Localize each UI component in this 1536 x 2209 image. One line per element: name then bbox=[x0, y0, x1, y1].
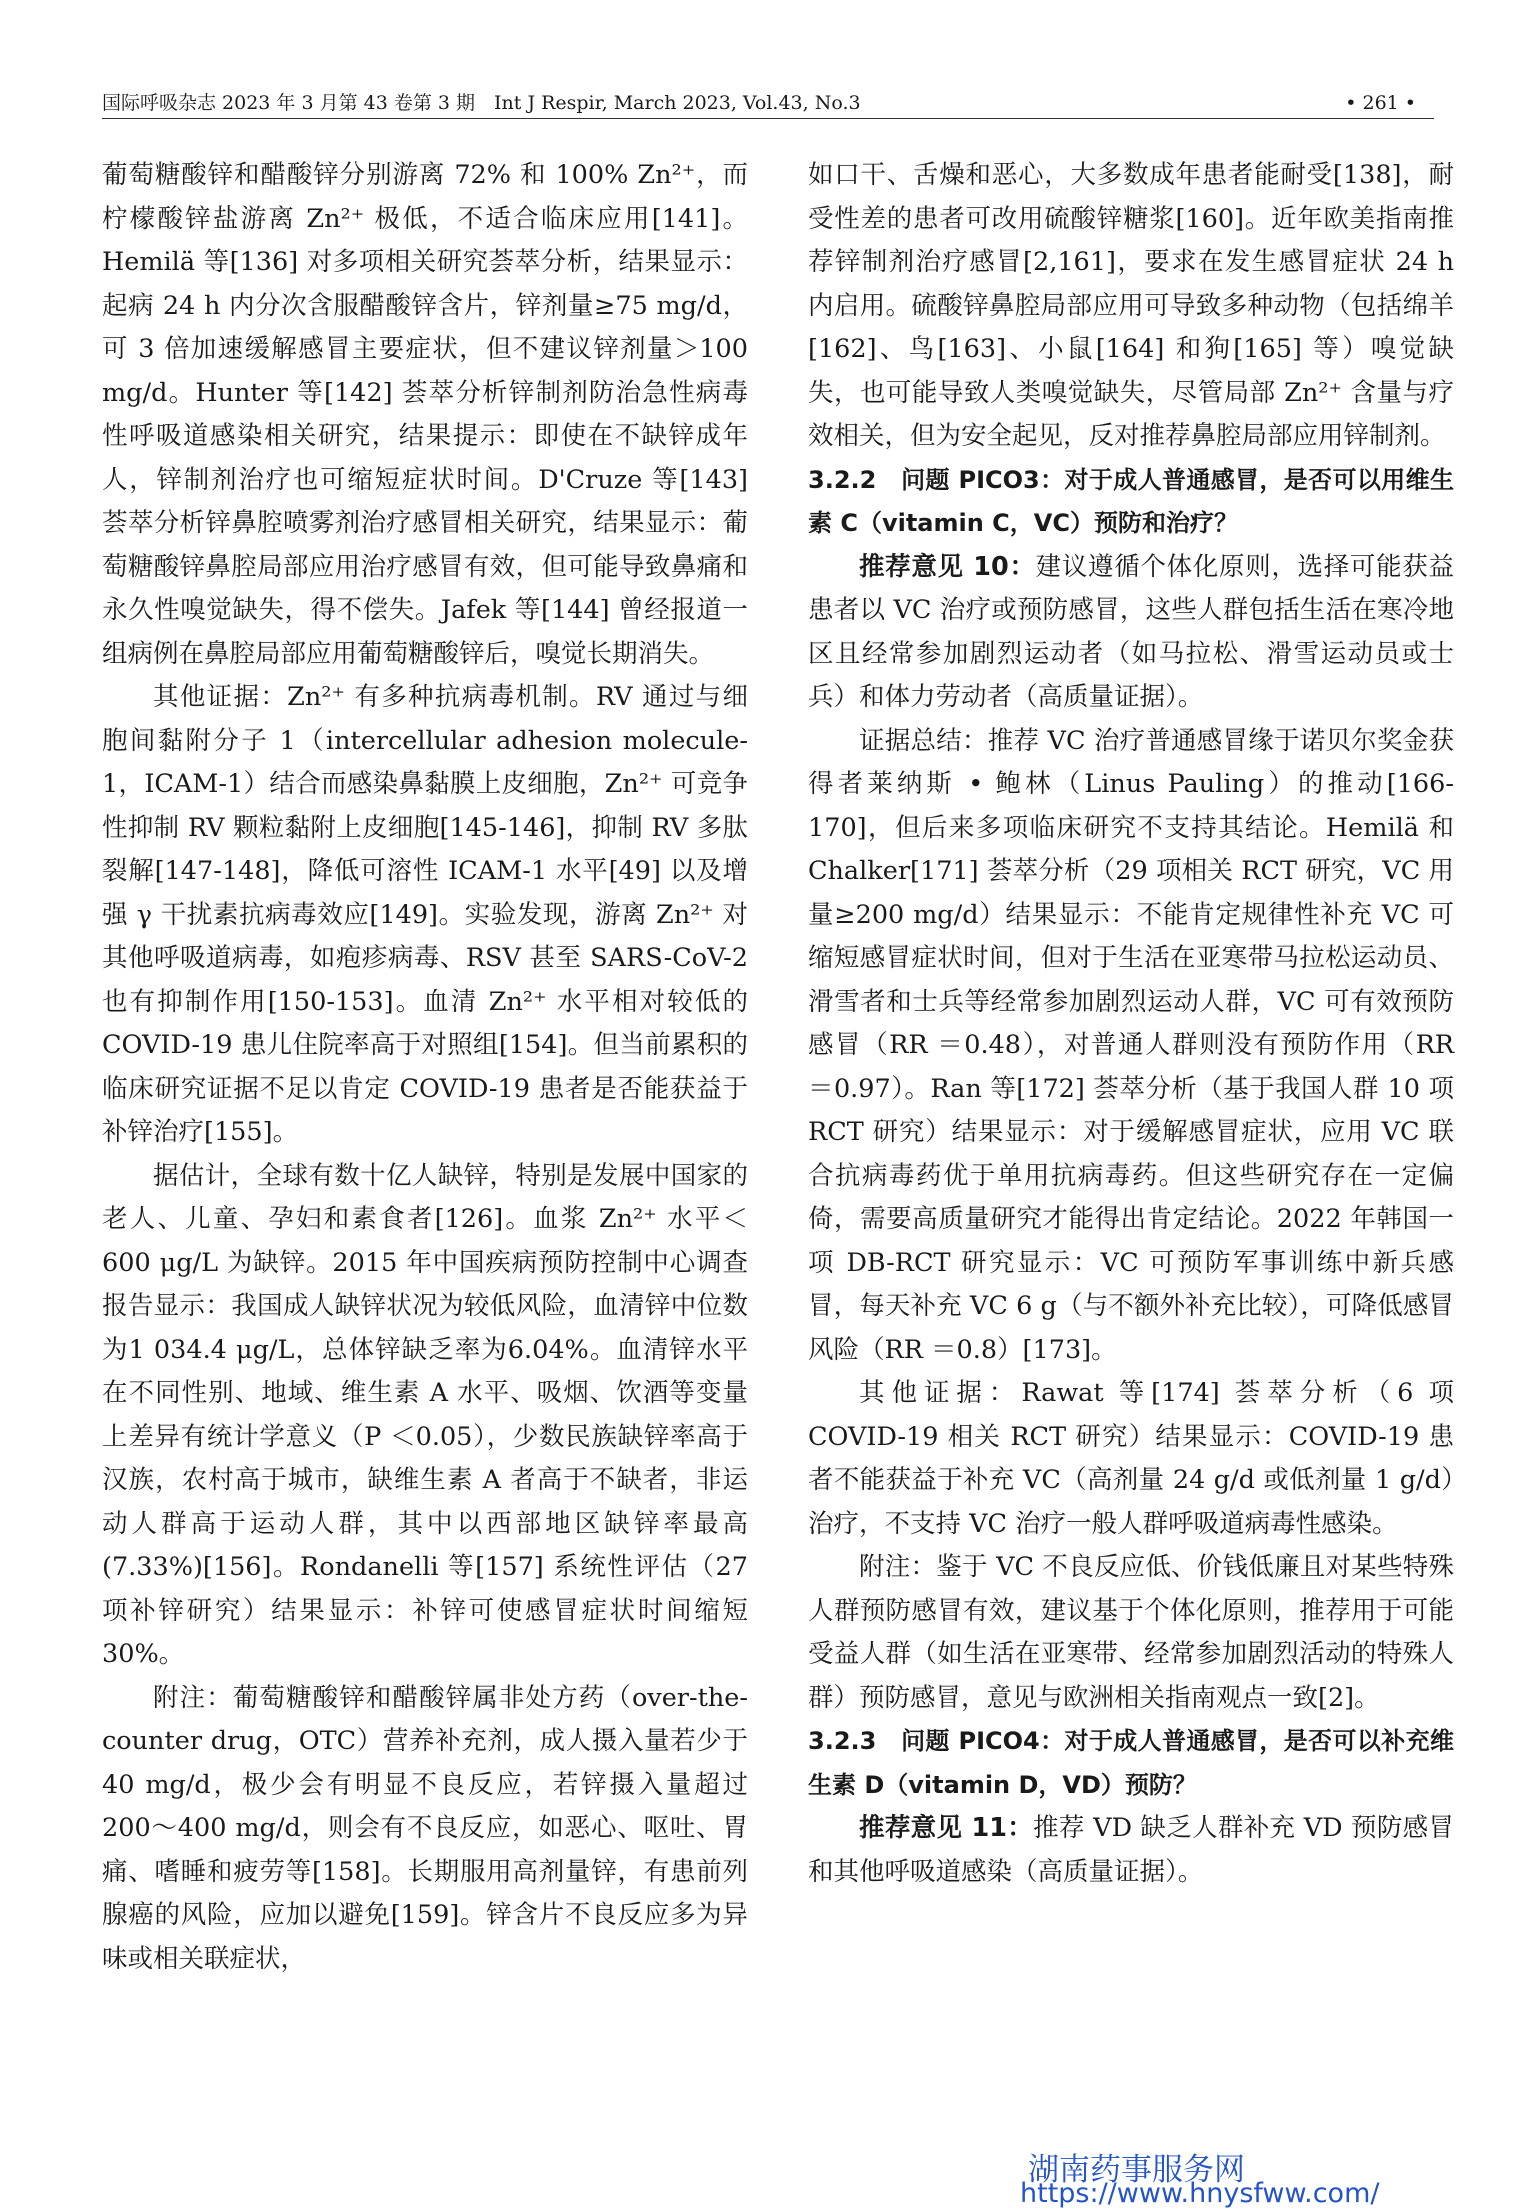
paragraph: 其他证据：Rawat 等[174] 荟萃分析（6 项 COVID-19 相关 RCT 研究）结果显示：COVID-19 患者不能获益于补充 VC（高剂量 24 g/d 或低剂量 1 g/d）治疗，不支持 VC 治疗一般人群呼吸道病毒性感染。 bbox=[808, 1378, 1454, 1539]
paragraph: 如口干、舌燥和恶心，大多数成年患者能耐受[138]，耐受性差的患者可改用硫酸锌糖浆[160]。近年欧美指南推荐锌制剂治疗感冒[2,161]，要求在发生感冒症状 24 h 内启用。硫酸锌鼻腔局部应用可导致多种动物（包括绵羊[162]、鸟[163]、小鼠[164] 和狗[165] 等）嗅觉缺失，也可能导致人类嗅觉缺失，尽管局部 Zn²⁺ 含量与疗效相关，但为安全起见，反对推荐鼻腔局部应用锌制剂。 bbox=[808, 160, 1454, 451]
paragraph: 附注：鉴于 VC 不良反应低、价钱低廉且对某些特殊人群预防感冒有效，建议基于个体化原则，推荐用于可能受益人群（如生活在亚寒带、经常参加剧烈活动的特殊人群）预防感冒，意见与欧洲相关指南观点一致[2]。 bbox=[808, 1552, 1454, 1713]
page-number: • 261 • bbox=[1345, 92, 1416, 114]
watermark-url[interactable]: https://www.hnysfww.com/ bbox=[1020, 2178, 1380, 2209]
watermark-brand: 湖南药事服务网 bbox=[1028, 2152, 1245, 2188]
section-heading-3-2-3: 3.2.3 问题 PICO4：对于成人普通感冒，是否可以补充维生素 D（vitamin D，VD）预防？ bbox=[808, 1727, 1454, 1799]
paragraph: 证据总结：推荐 VC 治疗普通感冒缘于诺贝尔奖金获得者莱纳斯 • 鲍林（Linus Pauling）的推动[166-170]，但后来多项临床研究不支持其结论。Hemilä 和 Chalker[171] 荟萃分析（29 项相关 RCT 研究，VC 用量≥200 mg/d）结果显示：不能肯定规律性补充 VC 可缩短感冒症状时间，但对于生活在亚寒带马拉松运动员、滑雪者和士兵等经常参加剧烈运动人群，VC 可有效预防感冒（RR ＝0.48），对普通人群则没有预防作用（RR ＝0.97）。Ran 等[172] 荟萃分析（基于我国人群 10 项 RCT 研究）结果显示：对于缓解感冒症状，应用 VC 联合抗病毒药优于单用抗病毒药。但这些研究存在一定偏倚，需要高质量研究才能得出肯定结论。2022 年韩国一项 DB-RCT 研究显示：VC 可预防军事训练中新兵感冒，每天补充 VC 6 g（与不额外补充比较），可降低感冒风险（RR ＝0.8）[173]。 bbox=[808, 725, 1454, 1365]
recommendation-text: 建议遵循个体化原则，选择可能获益患者以 VC 治疗或预防感冒，这些人群包括生活在寒冷地区且经常参加剧烈运动者（如马拉松、滑雪运动员或士兵）和体力劳动者（高质量证据）。 bbox=[808, 551, 1454, 712]
section-heading-3-2-2: 3.2.2 问题 PICO3：对于成人普通感冒，是否可以用维生素 C（vitamin C，VC）预防和治疗？ bbox=[808, 465, 1454, 537]
paragraph: 其他证据：Zn²⁺ 有多种抗病毒机制。RV 通过与细胞间黏附分子 1（intercellular adhesion molecule-1，ICAM-1）结合而感染鼻黏膜上皮细胞，Zn²⁺ 可竞争性抑制 RV 颗粒黏附上皮细胞[145-146]，抑制 RV 多肽裂解[147-148]，降低可溶性 ICAM-1 水平[49] 以及增强 γ 干扰素抗病毒效应[149]。实验发现，游离 Zn²⁺ 对其他呼吸道病毒，如疱疹病毒、RSV 甚至 SARS-CoV-2 也有抑制作用[150-153]。血清 Zn²⁺ 水平相对较低的 COVID-19 患儿住院率高于对照组[154]。但当前累积的临床研究证据不足以肯定 COVID-19 患者是否能获益于补锌治疗[155]。 bbox=[102, 682, 748, 1147]
recommendation-10 bbox=[808, 546, 1454, 720]
recommendation-text: 推荐 VD 缺乏人群补充 VD 预防感冒和其他呼吸道感染（高质量证据）。 bbox=[808, 1813, 1454, 1887]
left-column bbox=[102, 154, 748, 1981]
running-header bbox=[102, 88, 1434, 119]
right-column bbox=[808, 154, 1454, 1894]
paragraph: 附注：葡萄糖酸锌和醋酸锌属非处方药（over-the-counter drug，OTC）营养补充剂，成人摄入量若少于 40 mg/d，极少会有明显不良反应，若锌摄入量超过 200～400 mg/d，则会有不良反应，如恶心、呕吐、胃痛、嗜睡和疲劳等[158]。长期服用高剂量锌，有患前列腺癌的风险，应加以避免[159]。锌含片不良反应多为异味或相关联症状， bbox=[102, 1682, 748, 1974]
recommendation-11 bbox=[808, 1807, 1454, 1894]
recommendation-label: 推荐意见 10： bbox=[859, 551, 1036, 582]
journal-info: 国际呼吸杂志 2023 年 3 月第 43 卷第 3 期 Int J Respir, March 2023, Vol.43, No.3 bbox=[102, 92, 861, 114]
paragraph: 据估计，全球有数十亿人缺锌，特别是发展中国家的老人、儿童、孕妇和素食者[126]。血浆 Zn²⁺ 水平＜600 μg/L 为缺锌。2015 年中国疾病预防控制中心调查报告显示：我国成人缺锌状况为较低风险，血清锌中位数为1 034.4 μg/L，总体锌缺乏率为6.04%。血清锌水平在不同性别、地域、维生素 A 水平、吸烟、饮酒等变量上差异有统计学意义（P ＜0.05），少数民族缺锌率高于汉族，农村高于城市，缺维生素 A 者高于不缺者，非运动人群高于运动人群，其中以西部地区缺锌率最高(7.33%)[156]。Rondanelli 等[157] 系统性评估（27 项补锌研究）结果显示：补锌可使感冒症状时间缩短 30%。 bbox=[102, 1160, 748, 1669]
paragraph: 葡萄糖酸锌和醋酸锌分别游离 72% 和 100% Zn²⁺，而柠檬酸锌盐游离 Zn²⁺ 极低，不适合临床应用[141]。Hemilä 等[136] 对多项相关研究荟萃分析，结果显示：起病 24 h 内分次含服醋酸锌含片，锌剂量≥75 mg/d，可 3 倍加速缓解感冒主要症状，但不建议锌剂量＞100 mg/d。Hunter 等[142] 荟萃分析锌制剂防治急性病毒性呼吸道感染相关研究，结果提示：即使在不缺锌成年人，锌制剂治疗也可缩短症状时间。D'Cruze 等[143] 荟萃分析锌鼻腔喷雾剂治疗感冒相关研究，结果显示：葡萄糖酸锌鼻腔局部应用治疗感冒有效，但可能导致鼻痛和永久性嗅觉缺失，得不偿失。Jafek 等[144] 曾经报道一组病例在鼻腔局部应用葡萄糖酸锌后，嗅觉长期消失。 bbox=[102, 160, 748, 669]
recommendation-label: 推荐意见 11： bbox=[859, 1813, 1034, 1843]
